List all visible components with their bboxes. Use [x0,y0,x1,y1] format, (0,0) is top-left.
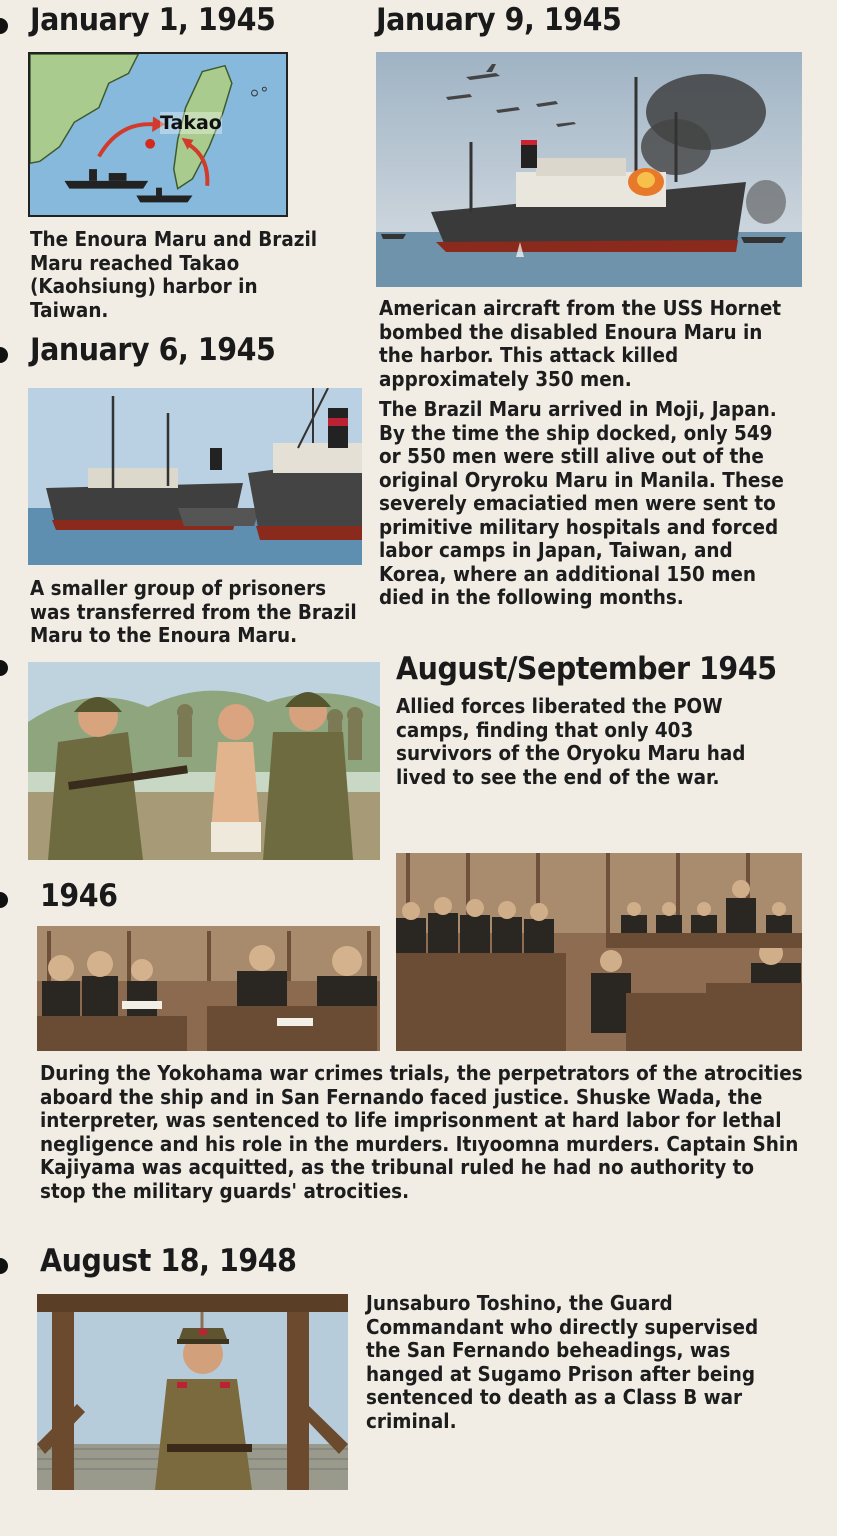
map-label-takao: Takao [160,112,222,134]
event-date: August/September 1945 [396,651,777,687]
ships-illustration [28,388,362,565]
soldiers-illustration [28,662,380,860]
event-text: Allied forces liberated the POW camps, finding that only 403 survivors of the Oryoku Maru had lived to see the end of the war. [396,694,746,789]
timeline-dot [0,347,8,363]
page-edge [837,0,847,1536]
timeline-dot [0,892,8,908]
gallows-illustration [37,1294,348,1490]
timeline-dot [0,1258,8,1274]
event-date: January 6, 1945 [30,332,276,368]
event-text-continued: The Brazil Maru arrived in Moji, Japan. By the time the ship docked, only 549 or 550 men were still alive out of the original Oryroku Maru in Manila. These severely emaciatied men were sent to primitive military hospitals and forced labor camps in Japan, Taiwan, and Korea, where an additional 150 men died in the following months. [379,397,784,609]
event-date: August 18, 1948 [40,1243,297,1279]
timeline-dot [0,18,8,34]
burning-ship-illustration [376,52,802,287]
event-text: During the Yokohama war crimes trials, the perpetrators of the atrocities aboard the ship and in San Fernando faced justice. Shuske Wada, the interpreter, was sentenced to life imprisonment at hard labor for lethal negligence and his role in the murders. Itıyoomna murders. Captain Shin Kajiyama was acquitted, as the tribunal ruled he had no authority to stop the military guards' atrocities. [40,1061,803,1203]
event-text: A smaller group of prisoners was transferred from the Brazil Maru to the Enoura Maru. [30,576,357,647]
map-illustration [28,52,288,217]
event-date: 1946 [40,878,118,914]
event-text: Junsaburo Toshino, the Guard Commandant who directly supervised the San Fernando beheadings, was hanged at Sugamo Prison after being sentenced to death as a Class B war criminal. [366,1291,759,1433]
event-text: American aircraft from the USS Hornet bombed the disabled Enoura Maru in the harbor. This attack killed approximately 350 men. [379,296,782,391]
courtroom-illustration-left [37,926,380,1051]
courtroom-illustration-right [396,853,802,1051]
event-text: The Enoura Maru and Brazil Maru reached Takao (Kaohsiung) harbor in Taiwan. [30,227,318,322]
event-date: January 9, 1945 [376,2,622,38]
event-date: January 1, 1945 [30,2,276,38]
timeline-dot [0,660,8,676]
